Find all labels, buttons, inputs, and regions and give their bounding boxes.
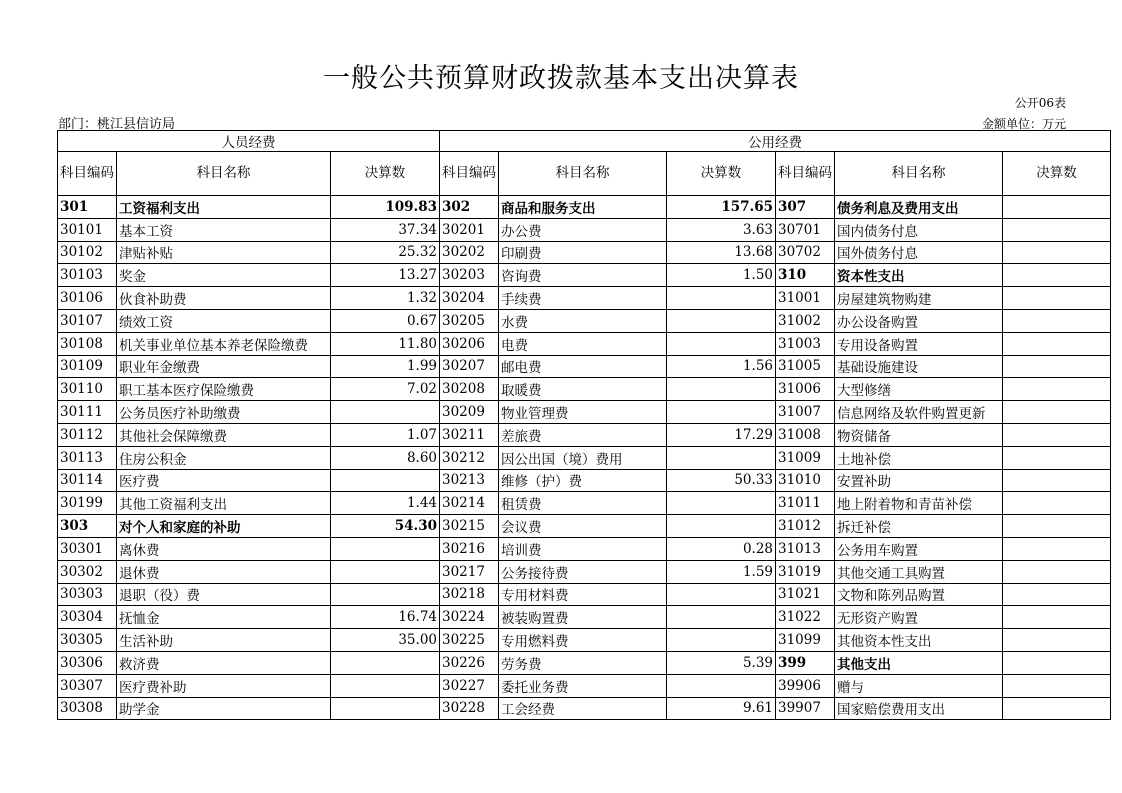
code-cell: 31013 <box>776 537 835 560</box>
amount-cell: 9.61 <box>667 697 776 720</box>
name-cell: 安置补助 <box>835 469 1003 492</box>
amount-cell <box>331 674 440 697</box>
name-cell: 专用燃料费 <box>499 629 667 652</box>
code-cell: 310 <box>776 264 835 287</box>
name-cell: 助学金 <box>117 697 331 720</box>
code-cell: 30302 <box>58 560 117 583</box>
code-cell: 30201 <box>440 218 499 241</box>
amount-cell: 16.74 <box>331 606 440 629</box>
expenditure-table <box>57 130 1111 720</box>
amount-cell: 54.30 <box>331 515 440 538</box>
name-cell: 劳务费 <box>499 651 667 674</box>
code-cell: 399 <box>776 651 835 674</box>
name-cell: 抚恤金 <box>117 606 331 629</box>
name-cell: 信息网络及软件购置更新 <box>835 401 1003 424</box>
amount-cell <box>667 629 776 652</box>
name-cell: 离休费 <box>117 537 331 560</box>
name-cell: 医疗费补助 <box>117 674 331 697</box>
amount-cell <box>1003 287 1111 310</box>
name-cell: 救济费 <box>117 651 331 674</box>
header-code: 科目编码 <box>776 152 835 196</box>
amount-cell <box>1003 264 1111 287</box>
table-row <box>58 492 1111 515</box>
table-row <box>58 469 1111 492</box>
name-cell: 退休费 <box>117 560 331 583</box>
name-cell: 退职（役）费 <box>117 583 331 606</box>
name-cell: 津贴补贴 <box>117 241 331 264</box>
header-name: 科目名称 <box>835 152 1003 196</box>
code-cell: 30227 <box>440 674 499 697</box>
amount-cell: 1.99 <box>331 355 440 378</box>
amount-cell: 35.00 <box>331 629 440 652</box>
code-cell: 30212 <box>440 446 499 469</box>
name-cell: 地上附着物和青苗补偿 <box>835 492 1003 515</box>
table-row <box>58 241 1111 264</box>
form-code: 公开06表 <box>1014 96 1066 110</box>
amount-cell <box>1003 492 1111 515</box>
code-cell: 30306 <box>58 651 117 674</box>
code-cell: 30224 <box>440 606 499 629</box>
code-cell: 303 <box>58 515 117 538</box>
code-cell: 30225 <box>440 629 499 652</box>
code-cell: 30102 <box>58 241 117 264</box>
table-row <box>58 355 1111 378</box>
table-row <box>58 401 1111 424</box>
amount-cell: 11.80 <box>331 332 440 355</box>
name-cell: 绩效工资 <box>117 309 331 332</box>
name-cell: 职工基本医疗保险缴费 <box>117 378 331 401</box>
amount-cell <box>1003 560 1111 583</box>
amount-cell <box>1003 697 1111 720</box>
name-cell: 取暖费 <box>499 378 667 401</box>
table-row <box>58 537 1111 560</box>
amount-cell <box>1003 537 1111 560</box>
amount-cell <box>1003 378 1111 401</box>
code-cell: 31021 <box>776 583 835 606</box>
name-cell: 国外债务付息 <box>835 241 1003 264</box>
amount-cell: 8.60 <box>331 446 440 469</box>
name-cell: 水费 <box>499 309 667 332</box>
amount-cell <box>667 515 776 538</box>
table-row <box>58 697 1111 720</box>
amount-cell: 1.32 <box>331 287 440 310</box>
amount-cell <box>1003 309 1111 332</box>
name-cell: 公务用车购置 <box>835 537 1003 560</box>
name-cell: 其他资本性支出 <box>835 629 1003 652</box>
code-cell: 31007 <box>776 401 835 424</box>
table-row <box>58 446 1111 469</box>
code-cell: 30301 <box>58 537 117 560</box>
table-row <box>58 651 1111 674</box>
code-cell: 30208 <box>440 378 499 401</box>
code-cell: 31005 <box>776 355 835 378</box>
amount-cell <box>1003 606 1111 629</box>
amount-cell: 157.65 <box>667 196 776 219</box>
name-cell: 其他工资福利支出 <box>117 492 331 515</box>
code-cell: 301 <box>58 196 117 219</box>
amount-cell <box>1003 469 1111 492</box>
amount-cell <box>1003 196 1111 219</box>
code-cell: 30101 <box>58 218 117 241</box>
amount-cell: 50.33 <box>667 469 776 492</box>
header-amount: 决算数 <box>1003 152 1111 196</box>
name-cell: 工资福利支出 <box>117 196 331 219</box>
name-cell: 电费 <box>499 332 667 355</box>
code-cell: 30199 <box>58 492 117 515</box>
code-cell: 30112 <box>58 423 117 446</box>
code-cell: 30215 <box>440 515 499 538</box>
code-cell: 30202 <box>440 241 499 264</box>
code-cell: 31022 <box>776 606 835 629</box>
code-cell: 30701 <box>776 218 835 241</box>
header-amount: 决算数 <box>331 152 440 196</box>
code-cell: 31019 <box>776 560 835 583</box>
amount-cell: 17.29 <box>667 423 776 446</box>
group-header-row <box>58 131 1111 152</box>
code-cell: 31002 <box>776 309 835 332</box>
code-cell: 31008 <box>776 423 835 446</box>
amount-cell <box>667 401 776 424</box>
code-cell: 31003 <box>776 332 835 355</box>
code-cell: 30228 <box>440 697 499 720</box>
name-cell: 公务员医疗补助缴费 <box>117 401 331 424</box>
amount-cell <box>667 492 776 515</box>
page-title: 一般公共预算财政拨款基本支出决算表 <box>323 63 799 94</box>
name-cell: 大型修缮 <box>835 378 1003 401</box>
name-cell: 其他交通工具购置 <box>835 560 1003 583</box>
name-cell: 拆迁补偿 <box>835 515 1003 538</box>
name-cell: 工会经费 <box>499 697 667 720</box>
name-cell: 房屋建筑物购建 <box>835 287 1003 310</box>
code-cell: 30207 <box>440 355 499 378</box>
amount-cell <box>331 697 440 720</box>
name-cell: 商品和服务支出 <box>499 196 667 219</box>
code-cell: 39906 <box>776 674 835 697</box>
amount-cell <box>331 401 440 424</box>
amount-cell: 13.68 <box>667 241 776 264</box>
code-cell: 31010 <box>776 469 835 492</box>
code-cell: 30113 <box>58 446 117 469</box>
amount-cell <box>667 674 776 697</box>
name-cell: 手续费 <box>499 287 667 310</box>
amount-cell: 109.83 <box>331 196 440 219</box>
table-row <box>58 674 1111 697</box>
name-cell: 办公费 <box>499 218 667 241</box>
name-cell: 土地补偿 <box>835 446 1003 469</box>
table-row <box>58 606 1111 629</box>
amount-cell <box>1003 446 1111 469</box>
table-row <box>58 196 1111 219</box>
name-cell: 基本工资 <box>117 218 331 241</box>
header-amount: 决算数 <box>667 152 776 196</box>
table-row <box>58 560 1111 583</box>
code-cell: 30702 <box>776 241 835 264</box>
code-cell: 30204 <box>440 287 499 310</box>
amount-cell <box>667 446 776 469</box>
amount-cell: 1.44 <box>331 492 440 515</box>
amount-cell <box>667 606 776 629</box>
name-cell: 基础设施建设 <box>835 355 1003 378</box>
name-cell: 维修（护）费 <box>499 469 667 492</box>
code-cell: 30203 <box>440 264 499 287</box>
amount-cell: 5.39 <box>667 651 776 674</box>
amount-cell <box>667 287 776 310</box>
code-cell: 31011 <box>776 492 835 515</box>
table-row <box>58 378 1111 401</box>
amount-cell <box>1003 515 1111 538</box>
amount-cell <box>1003 674 1111 697</box>
code-cell: 30304 <box>58 606 117 629</box>
code-cell: 30213 <box>440 469 499 492</box>
table-body <box>58 196 1111 720</box>
name-cell: 医疗费 <box>117 469 331 492</box>
amount-cell: 3.63 <box>667 218 776 241</box>
name-cell: 国家赔偿费用支出 <box>835 697 1003 720</box>
name-cell: 国内债务付息 <box>835 218 1003 241</box>
amount-cell: 25.32 <box>331 241 440 264</box>
amount-cell <box>1003 332 1111 355</box>
code-cell: 30109 <box>58 355 117 378</box>
amount-cell <box>331 469 440 492</box>
amount-cell <box>667 309 776 332</box>
code-cell: 302 <box>440 196 499 219</box>
group-public: 公用经费 <box>440 131 1111 152</box>
amount-cell <box>1003 218 1111 241</box>
amount-cell: 1.56 <box>667 355 776 378</box>
name-cell: 委托业务费 <box>499 674 667 697</box>
code-cell: 31012 <box>776 515 835 538</box>
amount-cell <box>667 378 776 401</box>
name-cell: 专用材料费 <box>499 583 667 606</box>
amount-cell: 1.59 <box>667 560 776 583</box>
code-cell: 31001 <box>776 287 835 310</box>
code-cell: 30111 <box>58 401 117 424</box>
name-cell: 职业年金缴费 <box>117 355 331 378</box>
amount-cell: 7.02 <box>331 378 440 401</box>
amount-cell: 13.27 <box>331 264 440 287</box>
header-code: 科目编码 <box>440 152 499 196</box>
amount-cell <box>1003 423 1111 446</box>
name-cell: 物业管理费 <box>499 401 667 424</box>
code-cell: 307 <box>776 196 835 219</box>
code-cell: 30303 <box>58 583 117 606</box>
code-cell: 30226 <box>440 651 499 674</box>
name-cell: 培训费 <box>499 537 667 560</box>
name-cell: 无形资产购置 <box>835 606 1003 629</box>
amount-cell <box>331 583 440 606</box>
amount-cell <box>1003 583 1111 606</box>
header-name: 科目名称 <box>499 152 667 196</box>
amount-cell <box>667 583 776 606</box>
name-cell: 赠与 <box>835 674 1003 697</box>
name-cell: 文物和陈列品购置 <box>835 583 1003 606</box>
amount-cell <box>1003 355 1111 378</box>
amount-cell <box>1003 651 1111 674</box>
name-cell: 咨询费 <box>499 264 667 287</box>
name-cell: 其他支出 <box>835 651 1003 674</box>
table-row <box>58 218 1111 241</box>
code-cell: 30108 <box>58 332 117 355</box>
name-cell: 对个人和家庭的补助 <box>117 515 331 538</box>
amount-cell <box>667 332 776 355</box>
amount-cell <box>331 651 440 674</box>
code-cell: 30114 <box>58 469 117 492</box>
name-cell: 债务利息及费用支出 <box>835 196 1003 219</box>
code-cell: 30214 <box>440 492 499 515</box>
name-cell: 奖金 <box>117 264 331 287</box>
table-row <box>58 629 1111 652</box>
name-cell: 因公出国（境）费用 <box>499 446 667 469</box>
name-cell: 伙食补助费 <box>117 287 331 310</box>
code-cell: 30307 <box>58 674 117 697</box>
code-cell: 30216 <box>440 537 499 560</box>
code-cell: 39907 <box>776 697 835 720</box>
amount-cell <box>1003 241 1111 264</box>
name-cell: 差旅费 <box>499 423 667 446</box>
table-row <box>58 423 1111 446</box>
table-row <box>58 515 1111 538</box>
name-cell: 公务接待费 <box>499 560 667 583</box>
code-cell: 31099 <box>776 629 835 652</box>
code-cell: 31009 <box>776 446 835 469</box>
table-row <box>58 264 1111 287</box>
name-cell: 其他社会保障缴费 <box>117 423 331 446</box>
code-cell: 30217 <box>440 560 499 583</box>
name-cell: 印刷费 <box>499 241 667 264</box>
header-code: 科目编码 <box>58 152 117 196</box>
column-header-row <box>58 152 1111 196</box>
name-cell: 资本性支出 <box>835 264 1003 287</box>
amount-cell <box>1003 401 1111 424</box>
code-cell: 30103 <box>58 264 117 287</box>
group-personnel: 人员经费 <box>58 131 440 152</box>
amount-cell <box>331 537 440 560</box>
amount-cell: 0.67 <box>331 309 440 332</box>
code-cell: 31006 <box>776 378 835 401</box>
amount-cell <box>1003 629 1111 652</box>
department-label: 部门：桃江县信访局 <box>58 117 176 132</box>
code-cell: 30106 <box>58 287 117 310</box>
name-cell: 邮电费 <box>499 355 667 378</box>
amount-cell <box>331 560 440 583</box>
table-row <box>58 583 1111 606</box>
name-cell: 物资储备 <box>835 423 1003 446</box>
amount-cell: 1.07 <box>331 423 440 446</box>
code-cell: 30305 <box>58 629 117 652</box>
code-cell: 30209 <box>440 401 499 424</box>
code-cell: 30218 <box>440 583 499 606</box>
unit-label: 金额单位：万元 <box>981 117 1066 131</box>
code-cell: 30211 <box>440 423 499 446</box>
amount-cell: 0.28 <box>667 537 776 560</box>
name-cell: 租赁费 <box>499 492 667 515</box>
name-cell: 机关事业单位基本养老保险缴费 <box>117 332 331 355</box>
table-row <box>58 332 1111 355</box>
name-cell: 住房公积金 <box>117 446 331 469</box>
name-cell: 专用设备购置 <box>835 332 1003 355</box>
code-cell: 30110 <box>58 378 117 401</box>
name-cell: 生活补助 <box>117 629 331 652</box>
name-cell: 办公设备购置 <box>835 309 1003 332</box>
code-cell: 30107 <box>58 309 117 332</box>
name-cell: 被装购置费 <box>499 606 667 629</box>
table-row <box>58 309 1111 332</box>
code-cell: 30206 <box>440 332 499 355</box>
header-name: 科目名称 <box>117 152 331 196</box>
code-cell: 30308 <box>58 697 117 720</box>
amount-cell: 37.34 <box>331 218 440 241</box>
table-row <box>58 287 1111 310</box>
amount-cell: 1.50 <box>667 264 776 287</box>
code-cell: 30205 <box>440 309 499 332</box>
name-cell: 会议费 <box>499 515 667 538</box>
